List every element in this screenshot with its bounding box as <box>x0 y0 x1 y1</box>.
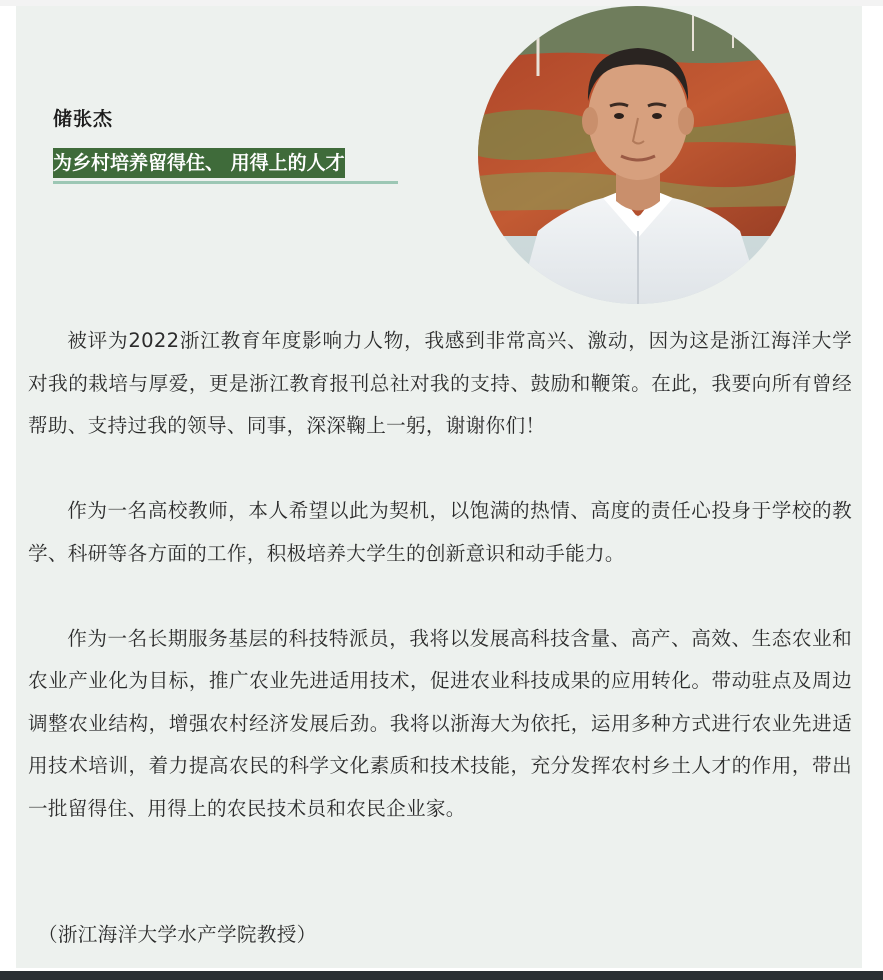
article-body <box>28 320 852 830</box>
author-signature: （浙江海洋大学水产学院教授） <box>38 923 317 946</box>
paragraph-2: 作为一名高校教师，本人希望以此为契机，以饱满的热情、高度的责任心投身于学校的教学、科研等各方面的工作，积极培养大学生的创新意识和动手能力。 <box>28 499 852 565</box>
paragraph-1: 被评为2022浙江教育年度影响力人物，我感到非常高兴、激动，因为这是浙江海洋大学对我的栽培与厚爱，更是浙江教育报刊总社对我的支持、鼓励和鞭策。在此，我要向所有曾经帮助、支持过我的领导、同事，深深鞠上一躬，谢谢你们！ <box>28 329 852 437</box>
bottom-bar <box>0 971 883 980</box>
portrait-photo <box>478 6 796 304</box>
person-name: 储张杰 <box>53 108 114 130</box>
slogan-underline <box>53 148 398 184</box>
article-card <box>16 6 862 968</box>
slogan-heading: 为乡村培养留得住、 用得上的人才 <box>53 148 345 178</box>
paragraph-3: 作为一名长期服务基层的科技特派员，我将以发展高科技含量、高产、高效、生态农业和农业产业化为目标，推广农业先进适用技术，促进农业科技成果的应用转化。带动驻点及周边调整农业结构，增强农村经济发展后劲。我将以浙海大为依托，运用多种方式进行农业先进适用技术培训，着力提高农民的科学文化素质和技术技能，充分发挥农村乡土人才的作用，带出一批留得住、用得上的农民技术员和农民企业家。 <box>28 626 852 820</box>
